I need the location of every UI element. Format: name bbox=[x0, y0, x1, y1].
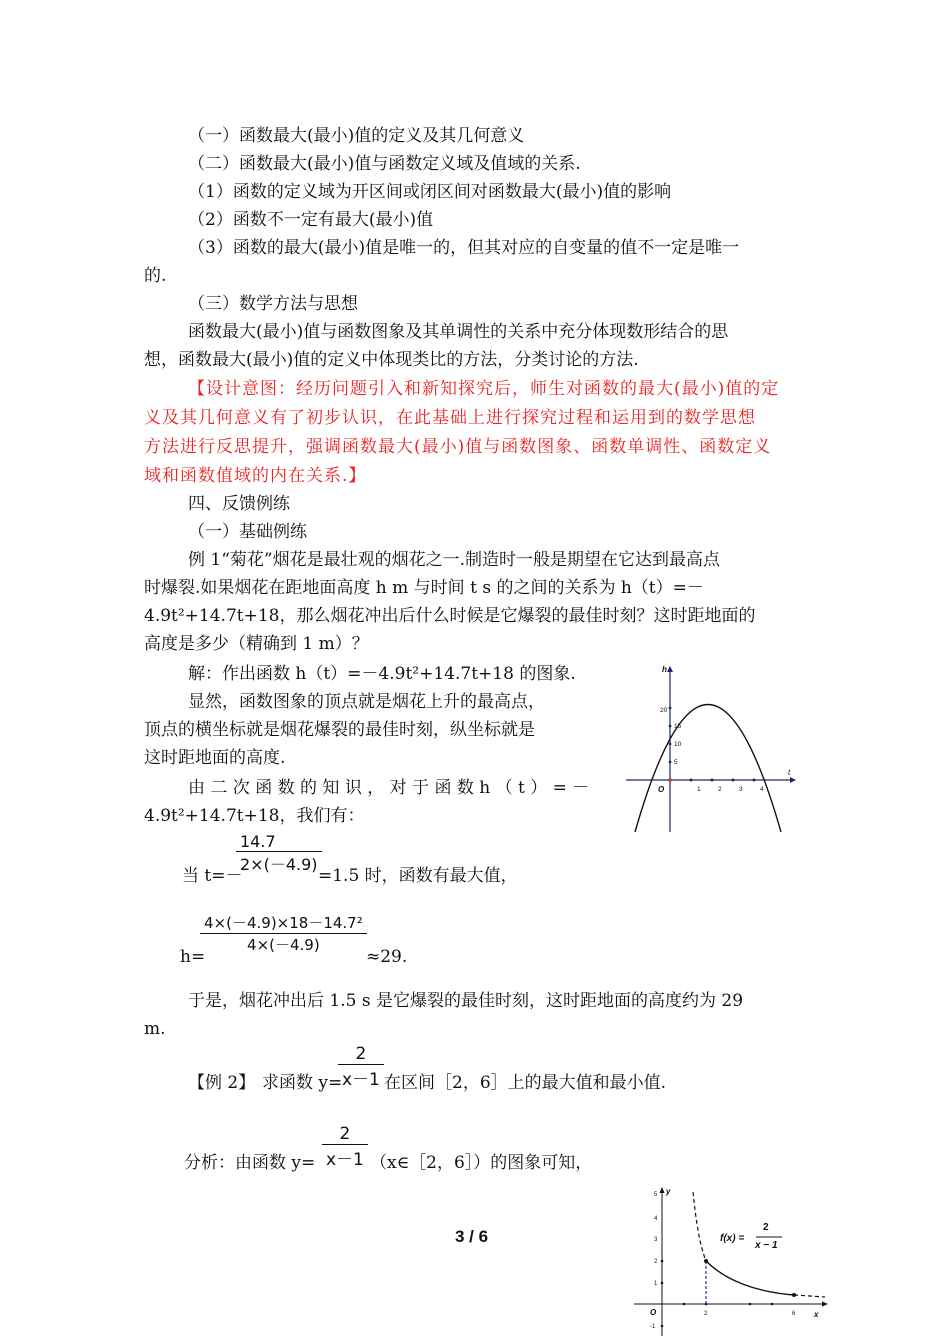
point-x2 bbox=[704, 1259, 708, 1263]
y-tick-dot bbox=[669, 743, 672, 746]
when-prefix: 当 t=－ bbox=[182, 866, 243, 886]
x-tick-6: 6 bbox=[792, 1311, 796, 1317]
point-x6 bbox=[792, 1293, 796, 1297]
example2-label: 【例 2】 bbox=[188, 1073, 256, 1093]
h-suffix: ≈29. bbox=[366, 947, 408, 967]
origin-point bbox=[668, 778, 672, 782]
y-axis-label: y bbox=[666, 1187, 671, 1196]
curve-right-dashed bbox=[794, 1295, 825, 1297]
summary-line-2: （二）函数最大(最小)值与函数定义域及值域的关系. bbox=[188, 154, 581, 174]
x-tick-2: 2 bbox=[718, 786, 722, 793]
summary-line-8: 函数最大(最小)值与函数图象及其单调性的关系中充分体现数形结合的思 bbox=[188, 322, 729, 342]
function-label-denominator: x − 1 bbox=[755, 1240, 778, 1251]
y-tick-dot bbox=[661, 1260, 664, 1263]
fraction-denominator: x－1 bbox=[342, 1070, 380, 1090]
fraction-denominator: x－1 bbox=[326, 1150, 364, 1170]
y-axis-arrow bbox=[660, 1187, 665, 1193]
curve-left-dashed bbox=[693, 1192, 706, 1261]
fraction-numerator: 14.7 bbox=[240, 832, 276, 851]
fraction-denominator: 4×(－4.9) bbox=[247, 936, 320, 954]
when-suffix: =1.5 时，函数有最大值， bbox=[318, 866, 518, 886]
y-tick-3: 3 bbox=[654, 1237, 658, 1243]
y-tick-10: 10 bbox=[674, 741, 682, 748]
fraction-numerator: 2 bbox=[355, 1044, 367, 1064]
x-axis-label: t bbox=[788, 768, 791, 777]
solution-line-1: 解：作出函数 h（t）=－4.9t²+14.7t+18 的图象. bbox=[188, 664, 576, 684]
origin-label: O bbox=[658, 785, 665, 794]
summary-line-4: （2）函数不一定有最大(最小)值 bbox=[188, 210, 434, 230]
x-tick-dot bbox=[683, 1303, 686, 1306]
x-tick-2: 2 bbox=[704, 1311, 708, 1317]
solution-line-5: 由 二 次 函 数 的 知 识 ， 对 于 函 数 h （ t ） = － bbox=[188, 778, 590, 798]
origin-label: O bbox=[650, 1308, 657, 1317]
x-tick-dot bbox=[753, 779, 756, 782]
x-tick-dot bbox=[771, 1303, 774, 1306]
parabola-curve bbox=[635, 705, 781, 833]
x-tick-3: 3 bbox=[739, 786, 743, 793]
example1-line-1: 例 1“菊花”烟花是最壮观的烟花之一.制造时一般是期望在它达到最高点 bbox=[188, 550, 721, 570]
x-tick-dot bbox=[749, 1303, 752, 1306]
summary-line-7: （三）数学方法与思想 bbox=[188, 294, 358, 314]
section-subheading: （一）基础例练 bbox=[188, 522, 307, 542]
design-intent-line-3: 方法进行反思提升，强调函数最大(最小)值与函数图象、函数单调性、函数定义 bbox=[144, 437, 772, 457]
summary-line-9: 想，函数最大(最小)值的定义中体现类比的方法，分类讨论的方法. bbox=[144, 350, 639, 370]
y-tick-15: 15 bbox=[674, 723, 682, 730]
conclusion-line-2: m. bbox=[144, 1019, 166, 1039]
y-tick-neg1: -1 bbox=[650, 1324, 656, 1330]
hyperbola-graph bbox=[630, 1184, 835, 1339]
y-tick-dot bbox=[661, 1282, 664, 1285]
x-axis-arrow bbox=[822, 1302, 828, 1307]
summary-line-6: 的. bbox=[144, 266, 167, 286]
function-label: f(x) = bbox=[720, 1233, 745, 1244]
x-tick-dot bbox=[732, 779, 735, 782]
summary-line-3: （1）函数的定义域为开区间或闭区间对函数最大(最小)值的影响 bbox=[188, 182, 672, 202]
x-tick-1: 1 bbox=[697, 786, 701, 793]
y-tick-1: 1 bbox=[654, 1281, 658, 1287]
y-tick-dot bbox=[669, 761, 672, 764]
design-intent-line-1: 【设计意图：经历问题引入和新知探究后，师生对函数的最大(最小)值的定 bbox=[188, 379, 780, 399]
fraction-denominator: 2×(－4.9) bbox=[240, 855, 318, 874]
parabola-graph bbox=[620, 660, 800, 836]
example2-suffix: 在区间［2，6］上的最大值和最小值. bbox=[384, 1073, 667, 1093]
analysis-prefix: 分析：由函数 y= bbox=[184, 1153, 316, 1173]
x-tick-dot bbox=[690, 779, 693, 782]
h-prefix: h= bbox=[180, 947, 206, 967]
fraction-analysis bbox=[322, 1124, 368, 1170]
example1-line-4: 高度是多少（精确到 1 m）？ bbox=[144, 634, 369, 654]
y-axis-arrow bbox=[667, 666, 673, 672]
fraction-numerator: 4×(－4.9)×18－14.7² bbox=[204, 914, 363, 932]
solution-line-3: 顶点的横坐标就是烟花爆裂的最佳时刻，纵坐标就是 bbox=[144, 720, 535, 740]
curve-solid bbox=[706, 1261, 794, 1295]
solution-line-4: 这时距地面的高度. bbox=[144, 748, 286, 768]
y-tick-dot bbox=[669, 725, 672, 728]
summary-line-5: （3）函数的最大(最小)值是唯一的，但其对应的自变量的值不一定是唯一 bbox=[188, 238, 740, 258]
y-tick-5: 5 bbox=[654, 1192, 658, 1198]
conclusion-line-1: 于是，烟花冲出后 1.5 s 是它爆裂的最佳时刻，这时距地面的高度约为 29 bbox=[188, 991, 744, 1011]
x-axis-arrow bbox=[790, 777, 796, 783]
analysis-suffix: （x∈［2，6］）的图象可知， bbox=[370, 1153, 593, 1173]
fraction-numerator: 2 bbox=[339, 1124, 351, 1144]
x-tick-dot bbox=[711, 779, 714, 782]
example2-prefix: 求函数 y= bbox=[262, 1073, 343, 1093]
summary-line-1: （一）函数最大(最小)值的定义及其几何意义 bbox=[188, 126, 525, 146]
function-label-numerator: 2 bbox=[763, 1222, 769, 1233]
y-tick-dot bbox=[669, 707, 672, 710]
example1-line-3: 4.9t²+14.7t+18，那么烟花冲出后什么时候是它爆裂的最佳时刻？这时距地面的 bbox=[144, 606, 756, 626]
page-number: 3 / 6 bbox=[455, 1227, 489, 1246]
fraction-example2 bbox=[338, 1044, 384, 1090]
solution-line-6: 4.9t²+14.7t+18，我们有： bbox=[144, 806, 365, 826]
y-tick-4: 4 bbox=[654, 1216, 658, 1222]
design-intent-line-2: 义及其几何意义有了初步认识，在此基础上进行探究过程和运用到的数学思想 bbox=[144, 408, 756, 428]
x-tick-4: 4 bbox=[760, 786, 764, 793]
x-axis-label: x bbox=[814, 1310, 819, 1319]
solution-line-2: 显然，函数图象的顶点就是烟花上升的最高点， bbox=[188, 692, 545, 712]
fraction-t-vertex bbox=[236, 832, 322, 875]
y-tick-5: 5 bbox=[674, 759, 678, 766]
y-tick-20: 20 bbox=[660, 707, 668, 714]
y-tick-2: 2 bbox=[654, 1259, 658, 1265]
fraction-h-max bbox=[200, 912, 367, 955]
y-axis-label: h bbox=[662, 665, 667, 674]
design-intent-line-4: 域和函数值域的内在关系.】 bbox=[144, 466, 367, 486]
example1-line-2: 时爆裂.如果烟花在距地面高度 h m 与时间 t s 的之间的关系为 h（t）=－ bbox=[144, 578, 704, 598]
y-tick-dot bbox=[661, 1325, 664, 1328]
section-heading: 四、反馈例练 bbox=[188, 494, 290, 514]
